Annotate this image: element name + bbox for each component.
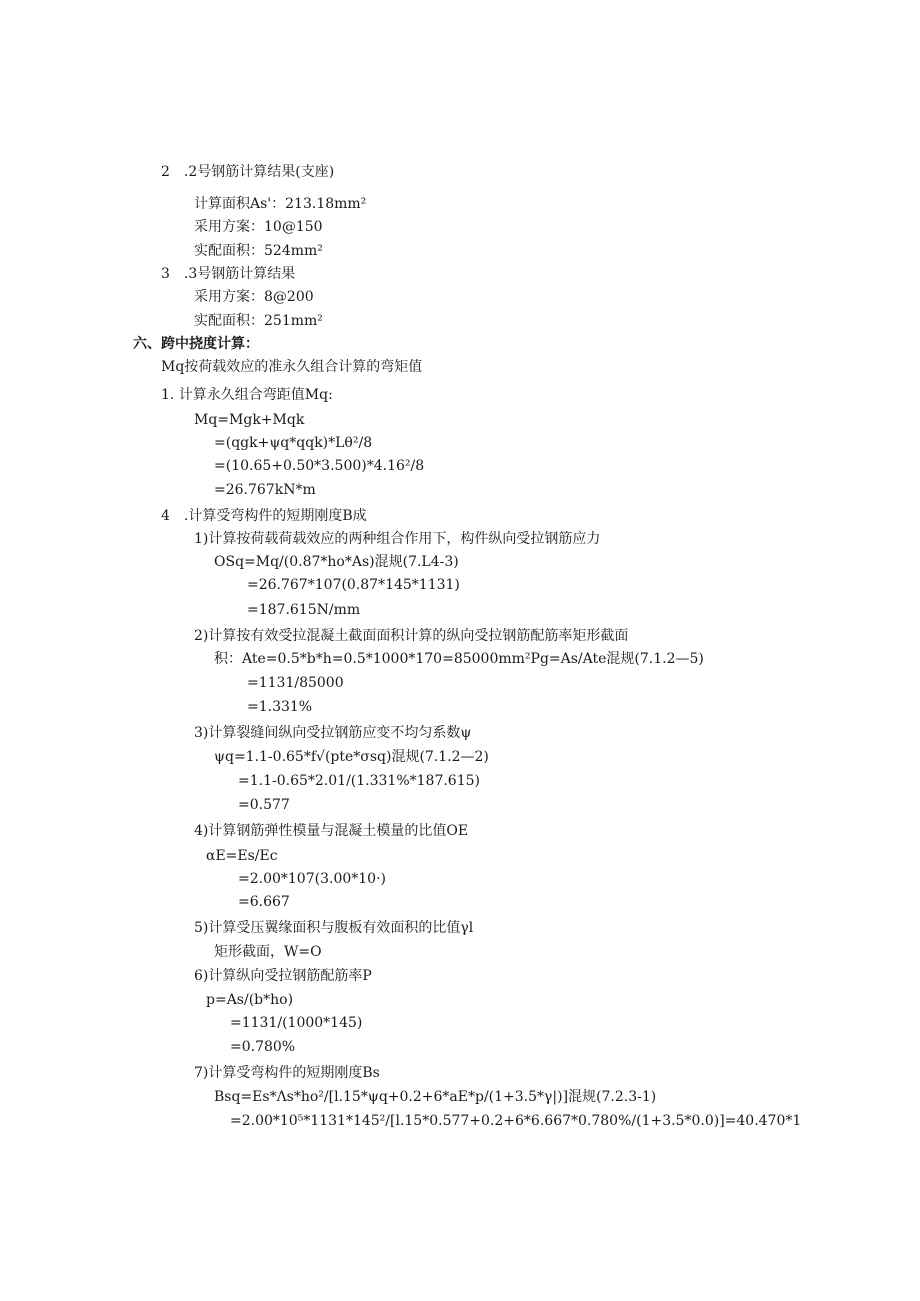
formula-result: =0.577: [238, 797, 290, 813]
formula-result: =6.667: [238, 894, 290, 910]
scheme-line: 采用方案：8@200: [194, 289, 314, 305]
formula-result: =1.331%: [247, 699, 313, 715]
formula-result: =187.615N/mm: [247, 602, 361, 618]
formula-line: p=As/(b*ho): [206, 992, 294, 1008]
scheme-line: 采用方案：10@150: [194, 219, 323, 235]
formula-line: =2.00*10⁵*1131*145²/[l.15*0.577+0.2+6*6.667*0.780%/(1+3.5*0.0)]=40.470*1: [230, 1113, 802, 1129]
step-heading-stiffness: 4 .计算受弯构件的短期刚度B成: [161, 508, 367, 524]
formula-line: =2.00*107(3.00*10·): [238, 871, 386, 887]
substep-heading: 5)计算受压翼缘面积与腹板有效面积的比值γl: [194, 920, 474, 936]
step-heading-mq: 1. 计算永久组合弯距值Mq:: [161, 387, 333, 403]
substep-heading: 3)计算裂缝间纵向受拉钢筋应变不均匀系数ψ: [194, 725, 472, 741]
formula-line: Mq=Mgk+Mqk: [194, 412, 305, 428]
formula-line: αE=Es/Ec: [206, 848, 278, 864]
substep-heading: 1)计算按荷载荷载效应的两种组合作用下，构件纵向受拉钢筋应力: [194, 531, 601, 547]
formula-line: OSq=Mq/(0.87*ho*As)混规(7.L4-3): [214, 554, 459, 570]
substep-heading: 2)计算按有效受拉混凝土截面面积计算的纵向受拉钢筋配筋率矩形截面: [194, 628, 629, 644]
substep-heading: 7)计算受弯构件的短期刚度Bs: [194, 1065, 380, 1081]
section-heading-2-2: 2 .2号钢筋计算结果(支座): [161, 164, 335, 180]
chapter-heading-deflection: 六、跨中挠度计算：: [133, 336, 259, 352]
formula-line: 积：Ate=0.5*b*h=0.5*1000*170=85000mm²Pg=As/Ate混规(7.1.2—5): [214, 651, 704, 667]
formula-line: 矩形截面，W=O: [214, 944, 322, 960]
formula-line: =1131/85000: [247, 675, 344, 691]
formula-line: =26.767*107(0.87*145*1131): [247, 577, 460, 593]
formula-line: =1131/(1000*145): [230, 1015, 363, 1031]
formula-line: =1.1-0.65*2.01/(1.331%*187.615): [238, 773, 480, 789]
formula-line: Bsq=Es*Λs*ho²/[l.15*ψq+0.2+6*aE*p/(1+3.5*γ|)]混规(7.2.3-1): [214, 1089, 657, 1105]
substep-heading: 4)计算钢筋弹性模量与混凝土模量的比值OE: [194, 823, 469, 839]
formula-result: =0.780%: [230, 1039, 296, 1055]
actual-area-line: 实配面积：251mm²: [194, 313, 323, 329]
formula-line: =(10.65+0.50*3.500)*4.16²/8: [214, 458, 425, 474]
formula-line: =(qgk+ψq*qqk)*Lθ²/8: [214, 435, 373, 451]
section-heading-3-3: 3 .3号钢筋计算结果: [161, 266, 296, 282]
formula-result: =26.767kN*m: [214, 482, 316, 498]
substep-heading: 6)计算纵向受拉钢筋配筋率P: [194, 968, 372, 984]
actual-area-line: 实配面积：524mm²: [194, 243, 323, 259]
formula-line: ψq=1.1-0.65*f√(pte*σsq)混规(7.1.2—2): [214, 749, 489, 765]
moment-description: Mq按荷载效应的准永久组合计算的弯矩值: [161, 359, 423, 375]
calc-area-line: 计算面积As'：213.18mm²: [194, 196, 367, 212]
